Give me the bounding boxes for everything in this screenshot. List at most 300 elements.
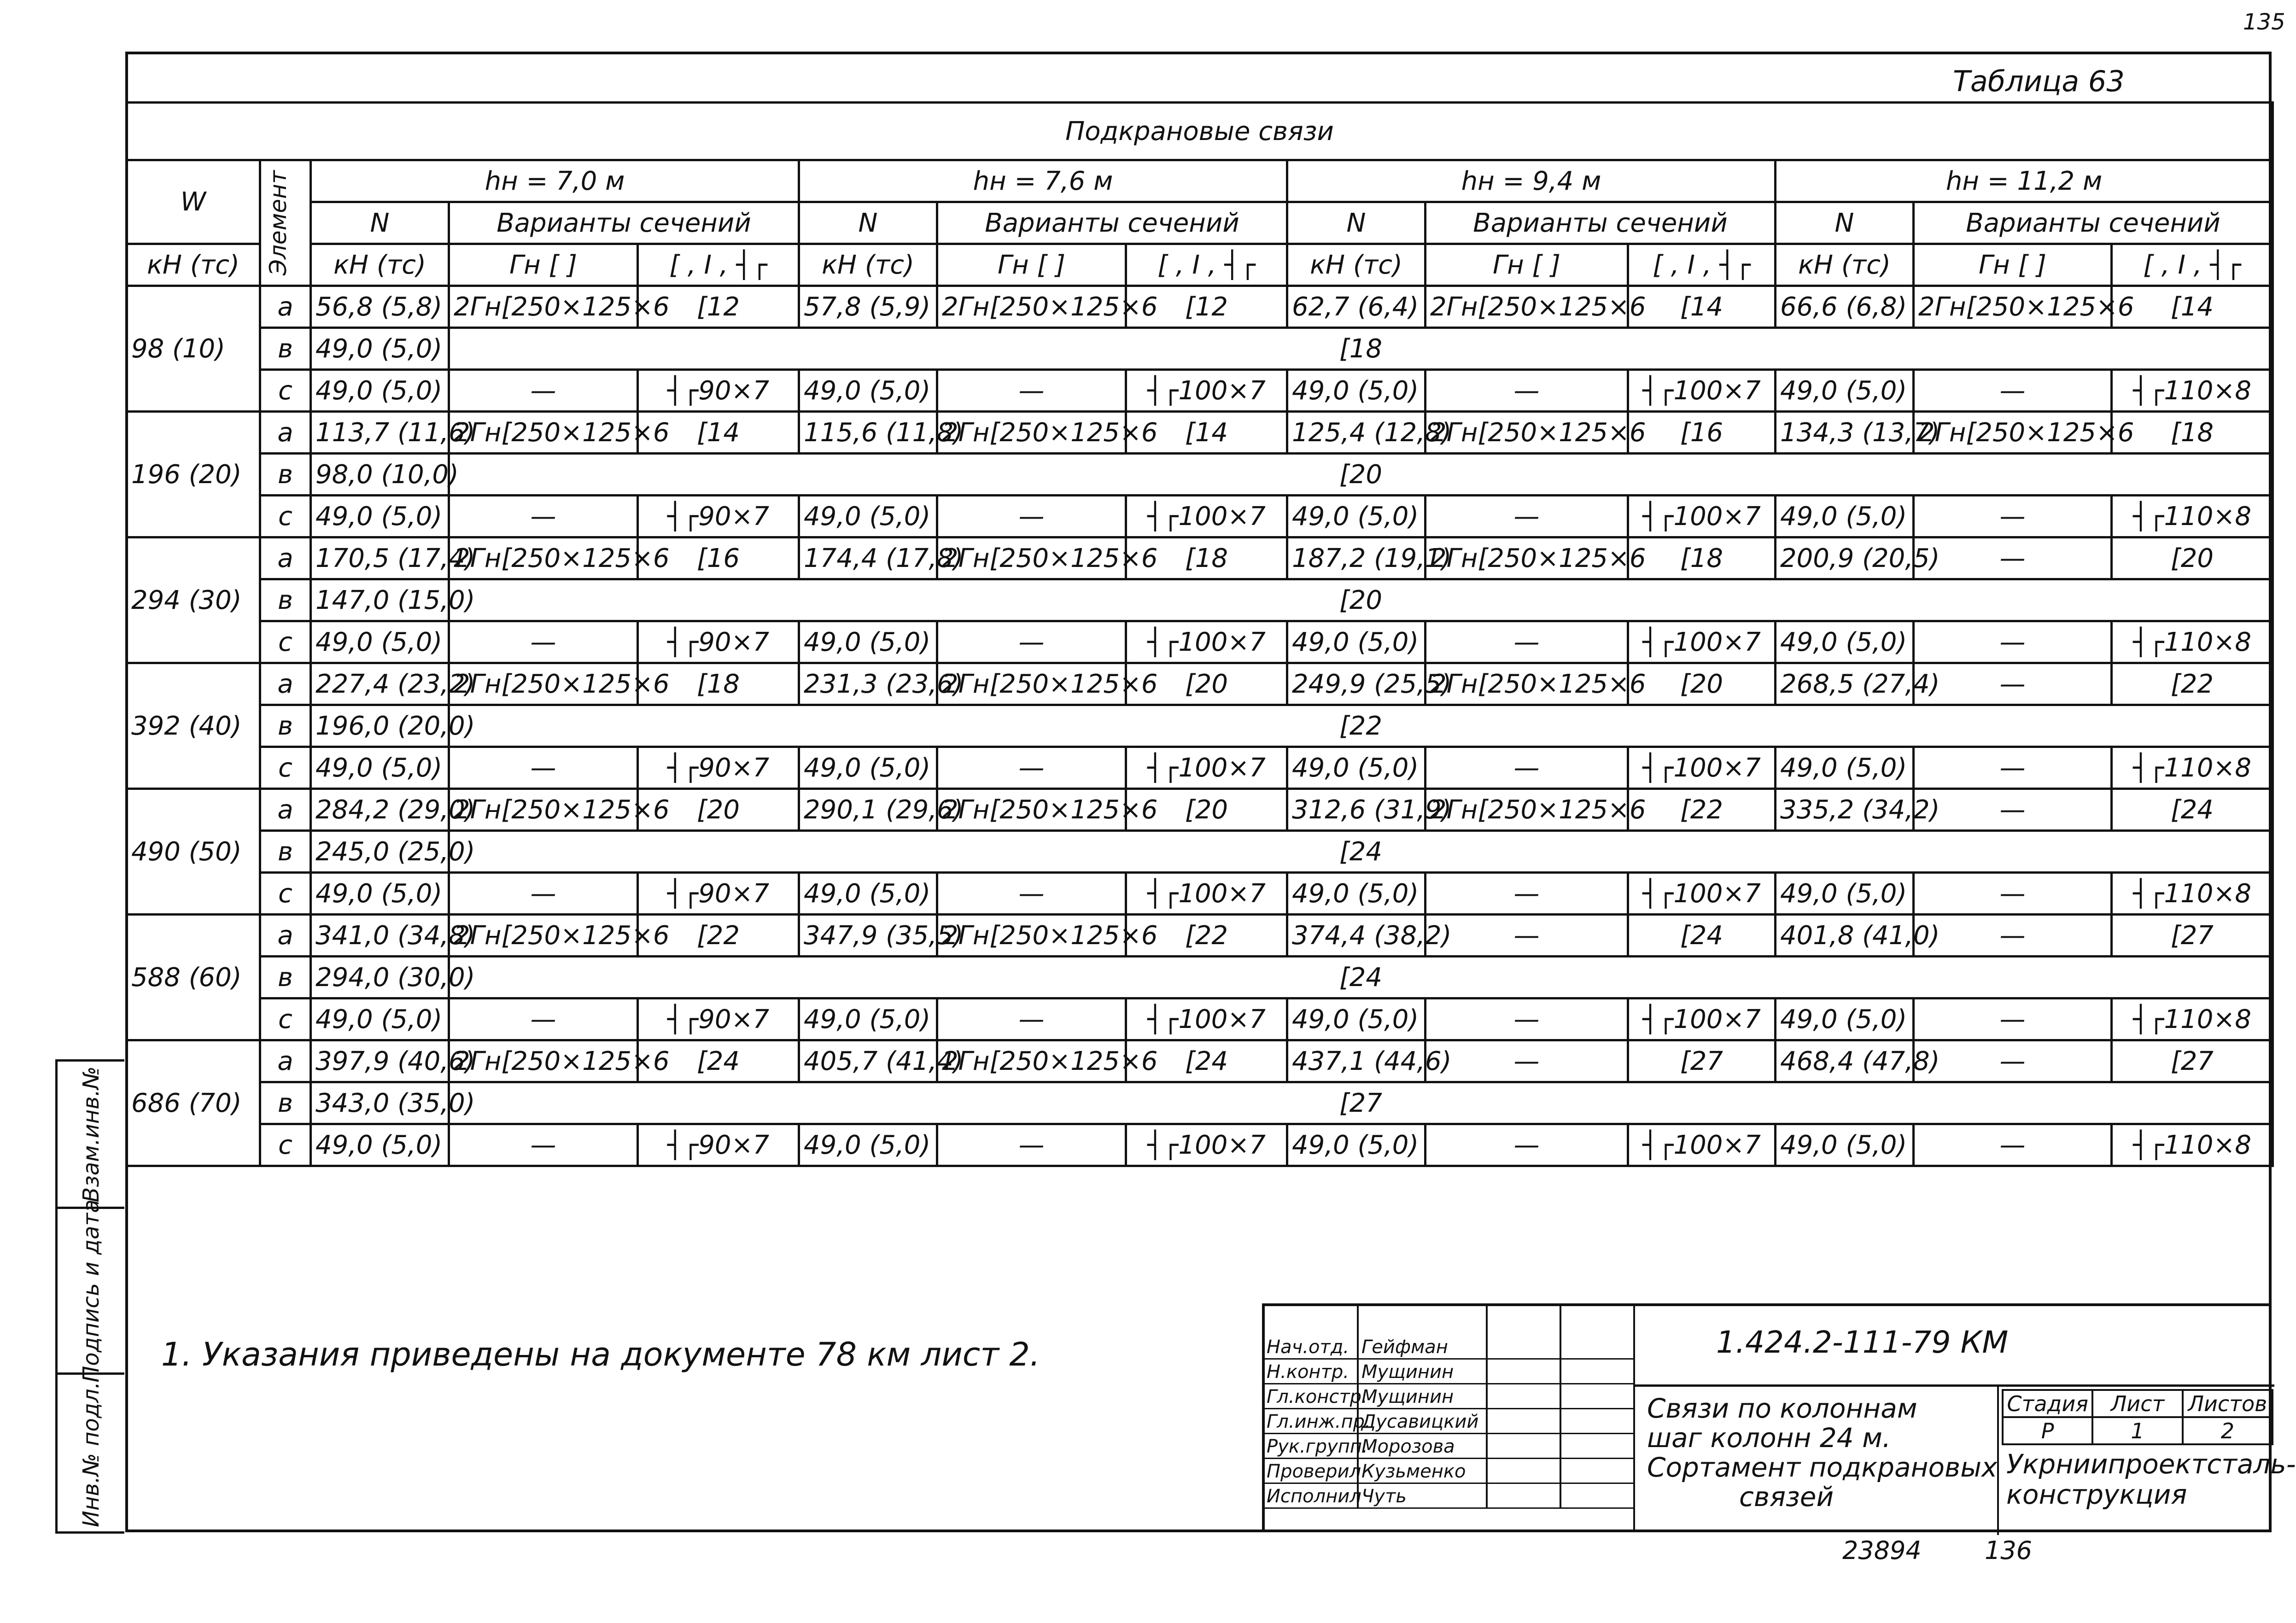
stage-table xyxy=(2002,1389,2273,1445)
w-value: 490 (50) xyxy=(127,789,260,915)
n-value: 49,0 (5,0) xyxy=(311,747,449,789)
n-value: 125,4 (12,8) xyxy=(1287,412,1426,454)
element-label: а xyxy=(260,789,311,831)
col-n-unit: кН (тс) xyxy=(311,244,449,286)
sheets-value: 2 xyxy=(2183,1417,2273,1444)
element-label: в xyxy=(260,454,311,496)
n-value: 49,0 (5,0) xyxy=(1287,496,1426,537)
footnote: 1. Указания приведены на документе 78 км лист 2. xyxy=(161,1336,1040,1373)
signature-name: Мущинин xyxy=(1361,1386,1454,1407)
height-group-header: hн = 7,0 м xyxy=(311,160,799,202)
section-value: ┤┌100×7 xyxy=(1628,1124,1776,1166)
section-value: [24 xyxy=(1628,915,1776,957)
n-value: 49,0 (5,0) xyxy=(1287,747,1426,789)
n-value: 268,5 (27,4) xyxy=(1776,663,1914,705)
section-value: — xyxy=(1914,370,2112,412)
col-variant2-header: [ , I , ┤┌ xyxy=(638,244,799,286)
section-value: [22 xyxy=(1126,915,1287,957)
signature-role: Нач.отд. xyxy=(1267,1337,1350,1358)
section-value: [24 xyxy=(638,1040,799,1082)
section-value: [24 xyxy=(2112,789,2273,831)
section-value: — xyxy=(1914,1040,2112,1082)
section-value: 2Гн[250×125×6 xyxy=(937,537,1126,579)
organization xyxy=(2006,1449,2296,1510)
section-value: — xyxy=(449,998,638,1040)
section-value: 2Гн[250×125×6 xyxy=(937,789,1126,831)
section-value: ┤┌100×7 xyxy=(1126,496,1287,537)
section-value: ┤┌110×8 xyxy=(2112,873,2273,915)
section-value: ┤┌100×7 xyxy=(1126,370,1287,412)
org-line1: Укрниипроектсталь- xyxy=(2006,1448,2296,1480)
n-value: 49,0 (5,0) xyxy=(799,621,937,663)
n-value: 49,0 (5,0) xyxy=(311,328,449,370)
element-label: а xyxy=(260,915,311,957)
table-row xyxy=(127,705,2273,747)
section-value: [27 xyxy=(2112,1040,2273,1082)
n-value: 397,9 (40,6) xyxy=(311,1040,449,1082)
section-value: ┤┌100×7 xyxy=(1126,747,1287,789)
col-n-header: N xyxy=(1776,202,1914,244)
n-value: 49,0 (5,0) xyxy=(1287,873,1426,915)
section-value: — xyxy=(1426,873,1628,915)
signature-name: Гейфман xyxy=(1361,1337,1448,1358)
section-value: [14 xyxy=(2112,286,2273,328)
section-value: ┤┌110×8 xyxy=(2112,1124,2273,1166)
drawing-title-line4: связей xyxy=(1739,1481,1834,1512)
table-row xyxy=(127,915,2273,957)
height-group-header: hн = 9,4 м xyxy=(1287,160,1776,202)
signature-name: Кузьменко xyxy=(1361,1461,1466,1482)
n-value: 115,6 (11,8) xyxy=(799,412,937,454)
section-value: ┤┌100×7 xyxy=(1628,998,1776,1040)
n-value: 56,8 (5,8) xyxy=(311,286,449,328)
n-value: 374,4 (38,2) xyxy=(1287,915,1426,957)
n-value: 200,9 (20,5) xyxy=(1776,537,1914,579)
drawing-title-line1: Связи по колоннам xyxy=(1647,1393,1917,1424)
archive-sheet-value: 136 xyxy=(1984,1536,2033,1565)
section-value: ┤┌100×7 xyxy=(1628,873,1776,915)
element-label: а xyxy=(260,663,311,705)
section-value: ┤┌110×8 xyxy=(2112,998,2273,1040)
section-value: ┤┌90×7 xyxy=(638,496,799,537)
table-row xyxy=(127,537,2273,579)
n-value: 468,4 (47,8) xyxy=(1776,1040,1914,1082)
section-value: — xyxy=(1914,496,2112,537)
element-label: а xyxy=(260,412,311,454)
table-row xyxy=(127,663,2273,705)
col-n-header: N xyxy=(799,202,937,244)
n-value: 294,0 (30,0) xyxy=(311,957,449,998)
n-value: 405,7 (41,4) xyxy=(799,1040,937,1082)
section-value: ┤┌110×8 xyxy=(2112,747,2273,789)
col-element-label: Элемент xyxy=(265,170,292,275)
element-label: в xyxy=(260,328,311,370)
section-value: — xyxy=(937,998,1126,1040)
section-value: [24 xyxy=(449,831,2273,873)
n-value: 49,0 (5,0) xyxy=(1776,370,1914,412)
n-value: 49,0 (5,0) xyxy=(311,621,449,663)
signature-row xyxy=(1265,1334,1633,1360)
signature-role: Проверил xyxy=(1267,1461,1361,1482)
crane-bracing-table xyxy=(125,101,2274,1167)
n-value: 49,0 (5,0) xyxy=(799,747,937,789)
w-value: 98 (10) xyxy=(127,286,260,412)
n-value: 62,7 (6,4) xyxy=(1287,286,1426,328)
section-value: — xyxy=(1914,915,2112,957)
n-value: 312,6 (31,9) xyxy=(1287,789,1426,831)
section-value: — xyxy=(449,621,638,663)
section-value: ┤┌100×7 xyxy=(1628,370,1776,412)
section-value: [20 xyxy=(1126,789,1287,831)
section-value: ┤┌110×8 xyxy=(2112,370,2273,412)
margin-vzam-inv-label: Взам.инв.№ xyxy=(78,1066,104,1203)
section-value: — xyxy=(1914,663,2112,705)
signature-name: Чуть xyxy=(1361,1486,1407,1507)
sheets-label: Листов xyxy=(2183,1390,2273,1417)
stamp-divider xyxy=(1560,1306,1561,1509)
drawing-title-line2: шаг колонн 24 м. xyxy=(1647,1422,1891,1454)
n-value: 49,0 (5,0) xyxy=(1287,998,1426,1040)
section-value: 2Гн[250×125×6 xyxy=(449,1040,638,1082)
stamp-divider xyxy=(1357,1306,1359,1509)
signature-row xyxy=(1265,1483,1633,1509)
section-value: [12 xyxy=(1126,286,1287,328)
section-value: 2Гн[250×125×6 xyxy=(1914,286,2112,328)
section-value: [18 xyxy=(638,663,799,705)
n-value: 290,1 (29,6) xyxy=(799,789,937,831)
section-value: — xyxy=(1914,537,2112,579)
col-n-unit: кН (тс) xyxy=(1776,244,1914,286)
org-line2: конструкция xyxy=(2006,1479,2187,1510)
col-n-header: N xyxy=(311,202,449,244)
section-value: — xyxy=(449,370,638,412)
table-row xyxy=(127,873,2273,915)
n-value: 49,0 (5,0) xyxy=(1776,873,1914,915)
col-variant2-header: [ , I , ┤┌ xyxy=(1628,244,1776,286)
w-value: 294 (30) xyxy=(127,537,260,663)
margin-podpis-data xyxy=(58,1199,124,1383)
element-label: а xyxy=(260,1040,311,1082)
n-value: 49,0 (5,0) xyxy=(311,873,449,915)
table-row xyxy=(127,328,2273,370)
signature-row xyxy=(1265,1458,1633,1484)
sheet-label: Лист xyxy=(2092,1390,2182,1417)
section-value: 2Гн[250×125×6 xyxy=(1426,286,1628,328)
section-value: 2Гн[250×125×6 xyxy=(937,412,1126,454)
table-row xyxy=(127,454,2273,496)
col-variants-header: Варианты сечений xyxy=(449,202,799,244)
signature-row xyxy=(1265,1359,1633,1384)
n-value: 343,0 (35,0) xyxy=(311,1082,449,1124)
section-value: [14 xyxy=(1126,412,1287,454)
height-group-header: hн = 7,6 м xyxy=(799,160,1287,202)
element-label: с xyxy=(260,998,311,1040)
section-value: — xyxy=(1914,998,2112,1040)
col-variants-header: Варианты сечений xyxy=(937,202,1287,244)
section-value: ┤┌90×7 xyxy=(638,747,799,789)
table-row xyxy=(127,1124,2273,1166)
section-value: — xyxy=(449,496,638,537)
stamp-divider xyxy=(1997,1384,1999,1535)
w-value: 588 (60) xyxy=(127,915,260,1040)
col-variants-header: Варианты сечений xyxy=(1914,202,2273,244)
col-variant2-header: [ , I , ┤┌ xyxy=(1126,244,1287,286)
w-value: 686 (70) xyxy=(127,1040,260,1166)
table-row xyxy=(127,621,2273,663)
n-value: 49,0 (5,0) xyxy=(1776,496,1914,537)
col-element-header xyxy=(260,160,311,286)
stage-label: Стадия xyxy=(2003,1390,2092,1417)
section-value: [16 xyxy=(1628,412,1776,454)
element-label: в xyxy=(260,579,311,621)
section-value: 2Гн[250×125×6 xyxy=(1426,412,1628,454)
n-value: 341,0 (34,8) xyxy=(311,915,449,957)
section-value: [18 xyxy=(449,328,2273,370)
n-value: 49,0 (5,0) xyxy=(1776,747,1914,789)
n-value: 49,0 (5,0) xyxy=(1287,621,1426,663)
element-label: а xyxy=(260,286,311,328)
n-value: 49,0 (5,0) xyxy=(799,1124,937,1166)
margin-podpis-data-label: Подпись и дата xyxy=(78,1199,104,1383)
archive-number xyxy=(1842,1536,2032,1565)
section-value: [22 xyxy=(638,915,799,957)
col-variant1-header: Гн [ ] xyxy=(937,244,1126,286)
section-value: 2Гн[250×125×6 xyxy=(1426,663,1628,705)
section-value: [20 xyxy=(2112,537,2273,579)
element-label: с xyxy=(260,370,311,412)
n-value: 147,0 (15,0) xyxy=(311,579,449,621)
n-value: 66,6 (6,8) xyxy=(1776,286,1914,328)
section-value: 2Гн[250×125×6 xyxy=(449,915,638,957)
stage-value: Р xyxy=(2003,1417,2092,1444)
section-value: ┤┌100×7 xyxy=(1126,621,1287,663)
section-value: — xyxy=(1426,370,1628,412)
margin-inv-podl-label: Инв.№ подл. xyxy=(78,1381,104,1527)
section-value: [12 xyxy=(638,286,799,328)
section-value: 2Гн[250×125×6 xyxy=(937,286,1126,328)
section-value: [20 xyxy=(1628,663,1776,705)
n-value: 335,2 (34,2) xyxy=(1776,789,1914,831)
section-value: [18 xyxy=(1126,537,1287,579)
section-value: — xyxy=(937,747,1126,789)
section-value: [27 xyxy=(449,1082,2273,1124)
section-value: ┤┌90×7 xyxy=(638,370,799,412)
section-value: [18 xyxy=(1628,537,1776,579)
section-value: — xyxy=(937,873,1126,915)
section-value: — xyxy=(1426,496,1628,537)
w-value: 196 (20) xyxy=(127,412,260,537)
n-value: 49,0 (5,0) xyxy=(799,873,937,915)
section-value: [22 xyxy=(1628,789,1776,831)
archive-number-value: 23894 xyxy=(1842,1536,1922,1565)
n-value: 49,0 (5,0) xyxy=(1776,998,1914,1040)
section-value: — xyxy=(1426,1040,1628,1082)
col-w-unit: кН (тс) xyxy=(127,244,260,286)
n-value: 401,8 (41,0) xyxy=(1776,915,1914,957)
signature-row xyxy=(1265,1433,1633,1459)
n-value: 196,0 (20,0) xyxy=(311,705,449,747)
drawing-title-line3: Сортамент подкрановых xyxy=(1647,1452,1998,1483)
section-value: — xyxy=(1426,621,1628,663)
n-value: 49,0 (5,0) xyxy=(799,496,937,537)
section-value: — xyxy=(1426,747,1628,789)
col-variant1-header: Гн [ ] xyxy=(1426,244,1628,286)
section-value: ┤┌90×7 xyxy=(638,873,799,915)
section-value: [20 xyxy=(449,454,2273,496)
height-group-header: hн = 11,2 м xyxy=(1776,160,2273,202)
n-value: 49,0 (5,0) xyxy=(1287,1124,1426,1166)
section-value: — xyxy=(1914,789,2112,831)
element-label: в xyxy=(260,705,311,747)
section-value: — xyxy=(1914,747,2112,789)
element-label: с xyxy=(260,747,311,789)
margin-vzam-inv xyxy=(58,1062,124,1209)
element-label: с xyxy=(260,1124,311,1166)
n-value: 49,0 (5,0) xyxy=(1287,370,1426,412)
section-value: 2Гн[250×125×6 xyxy=(449,663,638,705)
section-value: ┤┌100×7 xyxy=(1126,873,1287,915)
n-value: 347,9 (35,5) xyxy=(799,915,937,957)
element-label: в xyxy=(260,1082,311,1124)
n-value: 170,5 (17,4) xyxy=(311,537,449,579)
element-label: в xyxy=(260,957,311,998)
section-value: [22 xyxy=(2112,663,2273,705)
n-value: 231,3 (23,6) xyxy=(799,663,937,705)
n-value: 174,4 (17,8) xyxy=(799,537,937,579)
margin-inv-podl xyxy=(58,1375,124,1534)
section-value: 2Гн[250×125×6 xyxy=(449,412,638,454)
n-value: 49,0 (5,0) xyxy=(311,998,449,1040)
section-value: — xyxy=(937,370,1126,412)
section-value: [24 xyxy=(449,957,2273,998)
n-value: 113,7 (11,6) xyxy=(311,412,449,454)
section-value: [24 xyxy=(1126,1040,1287,1082)
section-value: [27 xyxy=(1628,1040,1776,1082)
n-value: 57,8 (5,9) xyxy=(799,286,937,328)
signature-role: Н.контр. xyxy=(1267,1361,1349,1383)
n-value: 134,3 (13,7) xyxy=(1776,412,1914,454)
table-label: Таблица 63 xyxy=(1953,64,2125,98)
col-w-header: W xyxy=(127,160,260,244)
col-n-header: N xyxy=(1287,202,1426,244)
section-value: ┤┌90×7 xyxy=(638,1124,799,1166)
n-value: 437,1 (44,6) xyxy=(1287,1040,1426,1082)
element-label: с xyxy=(260,496,311,537)
section-value: [14 xyxy=(1628,286,1776,328)
n-value: 98,0 (10,0) xyxy=(311,454,449,496)
element-label: с xyxy=(260,621,311,663)
element-label: а xyxy=(260,537,311,579)
n-value: 249,9 (25,5) xyxy=(1287,663,1426,705)
table-row xyxy=(127,370,2273,412)
section-value: — xyxy=(1426,915,1628,957)
element-label: с xyxy=(260,873,311,915)
section-value: ┤┌100×7 xyxy=(1628,747,1776,789)
table-row xyxy=(127,831,2273,873)
table-row xyxy=(127,789,2273,831)
section-value: — xyxy=(937,1124,1126,1166)
section-value: [20 xyxy=(1126,663,1287,705)
section-value: ┤┌90×7 xyxy=(638,998,799,1040)
col-n-unit: кН (тс) xyxy=(1287,244,1426,286)
section-value: 2Гн[250×125×6 xyxy=(1426,537,1628,579)
table-row xyxy=(127,286,2273,328)
section-value: ┤┌110×8 xyxy=(2112,496,2273,537)
sheet-value: 1 xyxy=(2092,1417,2182,1444)
n-value: 227,4 (23,2) xyxy=(311,663,449,705)
signature-row xyxy=(1265,1384,1633,1409)
section-value: [20 xyxy=(638,789,799,831)
n-value: 49,0 (5,0) xyxy=(1776,621,1914,663)
signature-row xyxy=(1265,1408,1633,1434)
margin-strip xyxy=(55,1059,124,1534)
section-value: — xyxy=(1426,1124,1628,1166)
section-value: 2Гн[250×125×6 xyxy=(937,915,1126,957)
n-value: 49,0 (5,0) xyxy=(799,998,937,1040)
section-value: — xyxy=(1914,621,2112,663)
section-value: 2Гн[250×125×6 xyxy=(449,789,638,831)
n-value: 49,0 (5,0) xyxy=(311,496,449,537)
table-row xyxy=(127,998,2273,1040)
col-variant1-header: Гн [ ] xyxy=(1914,244,2112,286)
section-value: — xyxy=(1914,873,2112,915)
col-variant2-header: [ , I , ┤┌ xyxy=(2112,244,2273,286)
col-n-unit: кН (тс) xyxy=(799,244,937,286)
section-value: [22 xyxy=(449,705,2273,747)
stamp-hline xyxy=(1633,1384,2274,1387)
section-value: 2Гн[250×125×6 xyxy=(937,663,1126,705)
section-value: 2Гн[250×125×6 xyxy=(1426,789,1628,831)
signature-role: Рук.групп. xyxy=(1267,1436,1368,1457)
section-value: ┤┌100×7 xyxy=(1126,998,1287,1040)
section-value: ┤┌100×7 xyxy=(1628,496,1776,537)
section-value: [14 xyxy=(638,412,799,454)
n-value: 49,0 (5,0) xyxy=(799,370,937,412)
section-value: — xyxy=(937,621,1126,663)
signature-role: Исполнил xyxy=(1267,1486,1361,1507)
signature-grid xyxy=(1265,1306,1633,1532)
section-value: [27 xyxy=(2112,915,2273,957)
n-value: 49,0 (5,0) xyxy=(311,1124,449,1166)
section-value: 2Гн[250×125×6 xyxy=(449,286,638,328)
table-caption: Подкрановые связи xyxy=(127,103,2273,160)
section-value: 2Гн[250×125×6 xyxy=(937,1040,1126,1082)
n-value: 49,0 (5,0) xyxy=(1776,1124,1914,1166)
section-value: [18 xyxy=(2112,412,2273,454)
section-value: ┤┌110×8 xyxy=(2112,621,2273,663)
w-value: 392 (40) xyxy=(127,663,260,789)
table-row xyxy=(127,1040,2273,1082)
table-row xyxy=(127,957,2273,998)
n-value: 187,2 (19,1) xyxy=(1287,537,1426,579)
section-value: ┤┌100×7 xyxy=(1126,1124,1287,1166)
section-value: 2Гн[250×125×6 xyxy=(449,537,638,579)
document-code: 1.424.2-111-79 КМ xyxy=(1716,1325,2009,1360)
signature-role: Гл.констр. xyxy=(1267,1386,1367,1407)
title-block xyxy=(1262,1303,2296,1532)
section-value: — xyxy=(449,747,638,789)
section-value: [16 xyxy=(638,537,799,579)
section-value: — xyxy=(1426,998,1628,1040)
stamp-divider xyxy=(1486,1306,1488,1509)
section-value: ┤┌100×7 xyxy=(1628,621,1776,663)
table-row xyxy=(127,496,2273,537)
section-value: [20 xyxy=(449,579,2273,621)
signature-role: Гл.инж.пр. xyxy=(1267,1411,1371,1432)
col-variants-header: Варианты сечений xyxy=(1426,202,1776,244)
n-value: 284,2 (29,0) xyxy=(311,789,449,831)
table-row xyxy=(127,747,2273,789)
